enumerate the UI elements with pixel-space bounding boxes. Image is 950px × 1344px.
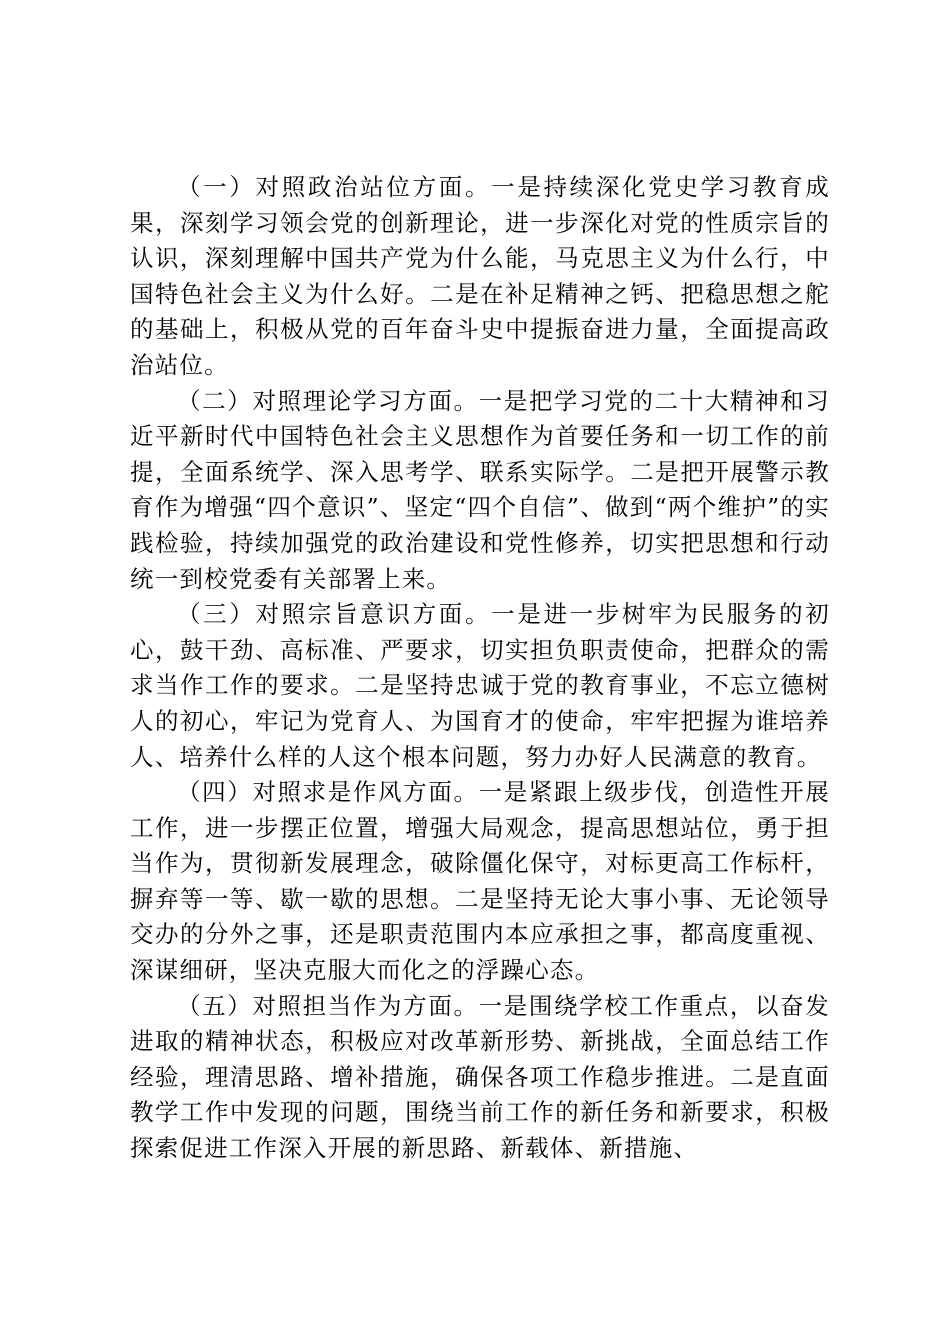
paragraph-work-style: （四）对照求是作风方面。一是紧跟上级步伐，创造性开展工作，进一步摆正位置，增强大局观念，提高思想站位，勇于担当作为，贯彻新发展理念，破除僵化保守，对标更高工作标杆，摒弃等一等、歇一歇的思想。二是坚持无论大事小事、无论领导交办的分外之事，还是职责范围内本应承担之事，都高度重视、深谋细研，坚决克服大而化之的浮躁心态。 [130,778,830,985]
document-body [130,170,830,1167]
paragraph-theory-study: （二）对照理论学习方面。一是把学习党的二十大精神和习近平新时代中国特色社会主义思想作为首要任务和一切工作的前提，全面系统学、深入思考学、联系实际学。二是把开展警示教育作为增强“四个意识”、坚定“四个自信”、做到“两个维护”的实践检验，持续加强党的政治建设和党性修养，切实把思想和行动统一到校党委有关部署上来。 [130,386,830,593]
paragraph-responsibility: （五）对照担当作为方面。一是围绕学校工作重点，以奋发进取的精神状态，积极应对改革新形势、新挑战，全面总结工作经验，理清思路、增补措施，确保各项工作稳步推进。二是直面教学工作中发现的问题，围绕当前工作的新任务和新要求，积极探索促进工作深入开展的新思路、新载体、新措施、 [130,991,830,1163]
paragraph-political-stance: （一）对照政治站位方面。一是持续深化党史学习教育成果，深刻学习领会党的创新理论，进一步深化对党的性质宗旨的认识，深刻理解中国共产党为什么能，马克思主义为什么行，中国特色社会主义为什么好。二是在补足精神之钙、把稳思想之舵的基础上，积极从党的百年奋斗史中提振奋进力量，全面提高政治站位。 [130,173,830,379]
paragraph-purpose-awareness: （三）对照宗旨意识方面。一是进一步树牢为民服务的初心，鼓干劲、高标准、严要求，切实担负职责使命，把群众的需求当作工作的要求。二是坚持忠诚于党的教育事业，不忘立德树人的初心，牢记为党育人、为国育才的使命，牢牢把握为谁培养人、培养什么样的人这个根本问题，努力办好人民满意的教育。 [130,600,830,771]
